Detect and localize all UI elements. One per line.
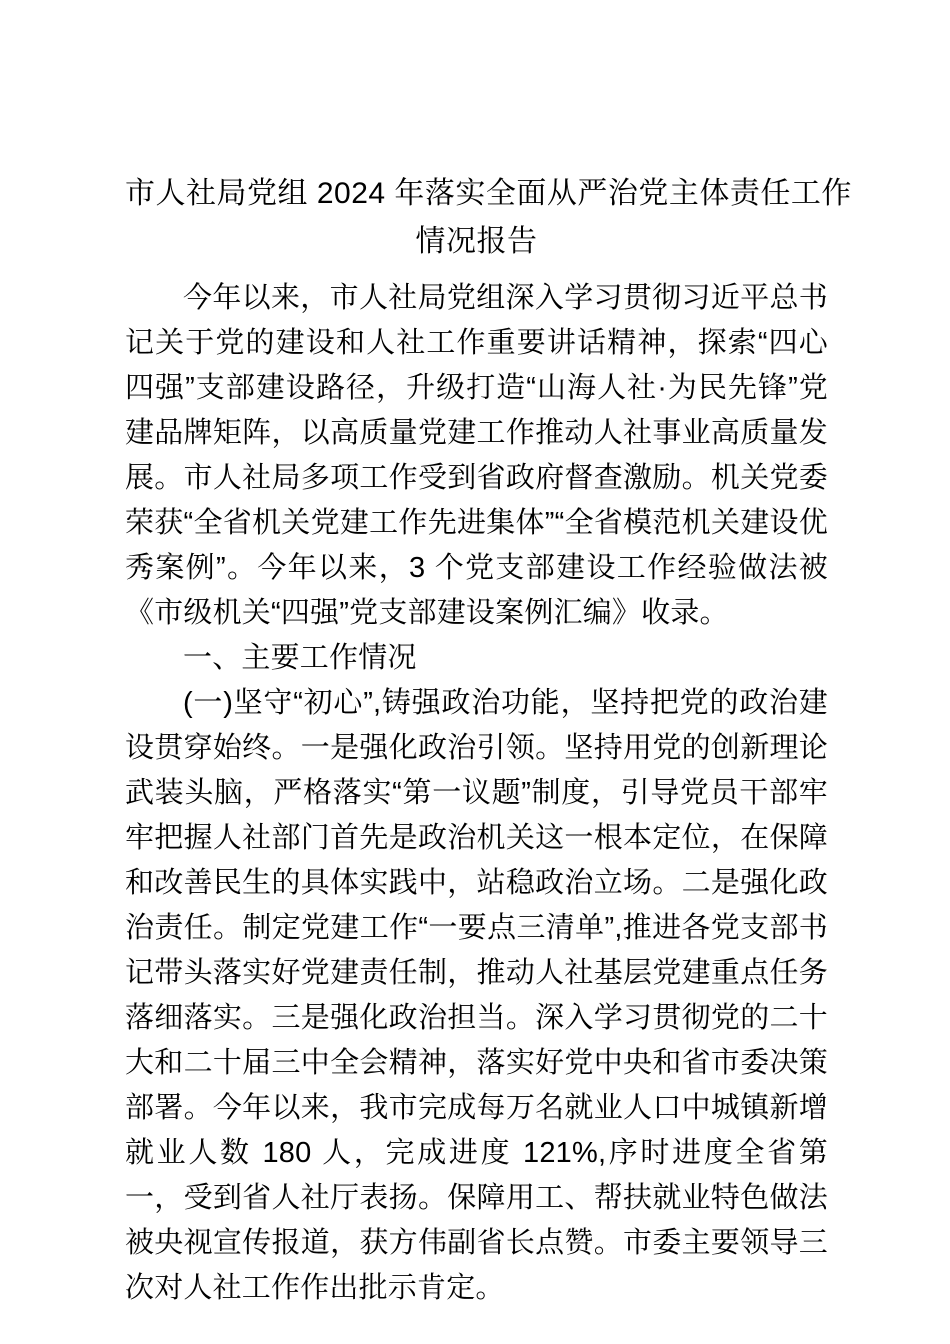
section-heading-main-work: 一、主要工作情况 xyxy=(183,642,417,674)
document-title xyxy=(125,170,852,266)
document-title-line-1: 市人社局党组 2024 年落实全面从严治党主体责任工作 xyxy=(125,177,852,210)
paragraph-introduction: 今年以来，市人社局党组深入学习贯彻习近平总书记关于党的建设和人社工作重要讲话精神，探索“四心四强”支部建设路径，升级打造“山海人社·为民先锋”党建品牌矩阵，以高质量党建工作推动人社事业高质量发展。市人社局多项工作受到省政府督查激励。机关党委荣获“全省机关党建工作先进集体”“全省模范机关建设优秀案例”。今年以来，3 个党支部建设工作经验做法被《市级机关“四强”党支部建设案例汇编》收录。 xyxy=(125,282,828,629)
document-title-line-2: 情况报告 xyxy=(415,225,538,258)
paragraph-section-one: (一)坚守“初心”,铸强政治功能，坚持把党的政治建设贯穿始终。一是强化政治引领。坚持用党的创新理论武装头脑，严格落实“第一议题”制度，引导党员干部牢牢把握人社部门首先是政治机关这一根本定位，在保障和改善民生的具体实践中，站稳政治立场。二是强化政治责任。制定党建工作“一要点三清单”,推进各党支部书记带头落实好党建责任制，推动人社基层党建重点任务落细落实。三是强化政治担当。深入学习贯彻党的二十大和二十届三中全会精神，落实好党中央和省市委决策部署。今年以来，我市完成每万名就业人口中城镇新增就业人数 180 人，完成进度 121%,序时进度全省第一，受到省人社厅表扬。保障用工、帮扶就业特色做法被央视宣传报道，获方伟副省长点赞。市委主要领导三次对人社工作作出批示肯定。 xyxy=(125,687,828,1304)
